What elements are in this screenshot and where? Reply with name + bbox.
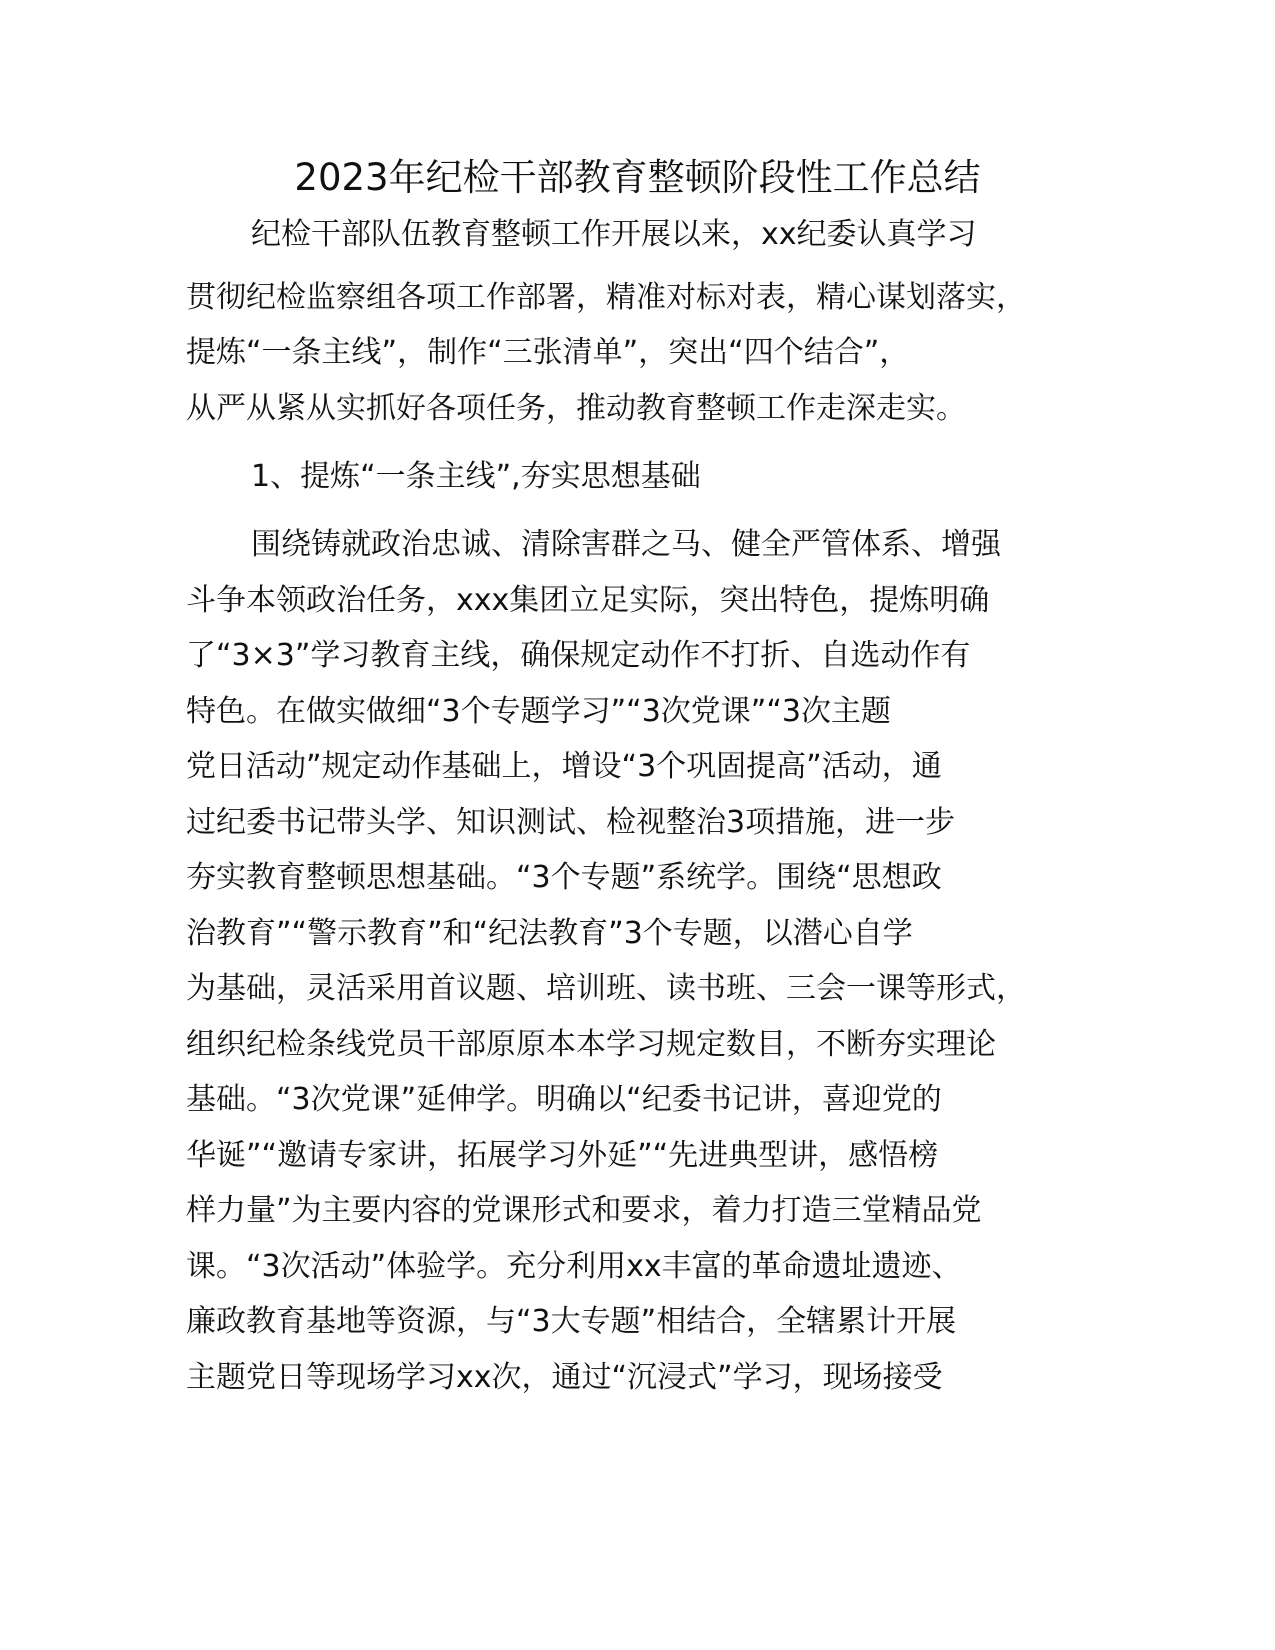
body-line: 夯实教育整顿思想基础。“3个专题”系统学。围绕“思想政	[186, 860, 942, 895]
body-line: 为基础，灵活采用首议题、培训班、读书班、三会一课等形式，	[186, 971, 1026, 1006]
body-line: 华诞”“邀请专家讲，拓展学习外延”“先进典型讲，感悟榜	[186, 1138, 939, 1173]
intro-line: 贯彻纪检监察组各项工作部署，精准对标对表，精心谋划落实，	[186, 280, 1026, 315]
body-line: 课。“3次活动”体验学。充分利用xx丰富的革命遗址遗迹、	[186, 1249, 962, 1284]
body-line: 了“3×3”学习教育主线，确保规定动作不打折、自选动作有	[186, 638, 971, 673]
body-line: 组织纪检条线党员干部原原本本学习规定数目，不断夯实理论	[186, 1027, 996, 1062]
body-line: 围绕铸就政治忠诚、清除害群之马、健全严管体系、增强	[251, 527, 1001, 562]
body-line: 基础。“3次党课”延伸学。明确以“纪委书记讲，喜迎党的	[186, 1082, 942, 1117]
intro-line: 提炼“一条主线”，制作“三张清单”，突出“四个结合”，	[186, 335, 910, 370]
intro-line: 纪检干部队伍教育整顿工作开展以来，xx纪委认真学习	[251, 217, 977, 252]
body-line: 过纪委书记带头学、知识测试、检视整治3项措施，进一步	[186, 805, 956, 840]
section-heading: 1、提炼“一条主线”,夯实思想基础	[251, 459, 701, 494]
body-line: 廉政教育基地等资源，与“3大专题”相结合，全辖累计开展	[186, 1304, 957, 1339]
body-line: 特色。在做实做细“3个专题学习”“3次党课”“3次主题	[186, 694, 891, 729]
body-line: 主题党日等现场学习xx次，通过“沉浸式”学习，现场接受	[186, 1360, 943, 1395]
body-line: 样力量”为主要内容的党课形式和要求，着力打造三堂精品党	[186, 1193, 982, 1228]
body-line: 治教育”“警示教育”和“纪法教育”3个专题，以潜心自学	[186, 916, 913, 951]
document-title: 2023年纪检干部教育整顿阶段性工作总结	[294, 156, 981, 199]
body-line: 斗争本领政治任务，xxx集团立足实际，突出特色，提炼明确	[186, 583, 990, 618]
intro-line: 从严从紧从实抓好各项任务，推动教育整顿工作走深走实。	[186, 391, 966, 426]
body-line: 党日活动”规定动作基础上，增设“3个巩固提高”活动，通	[186, 749, 942, 784]
